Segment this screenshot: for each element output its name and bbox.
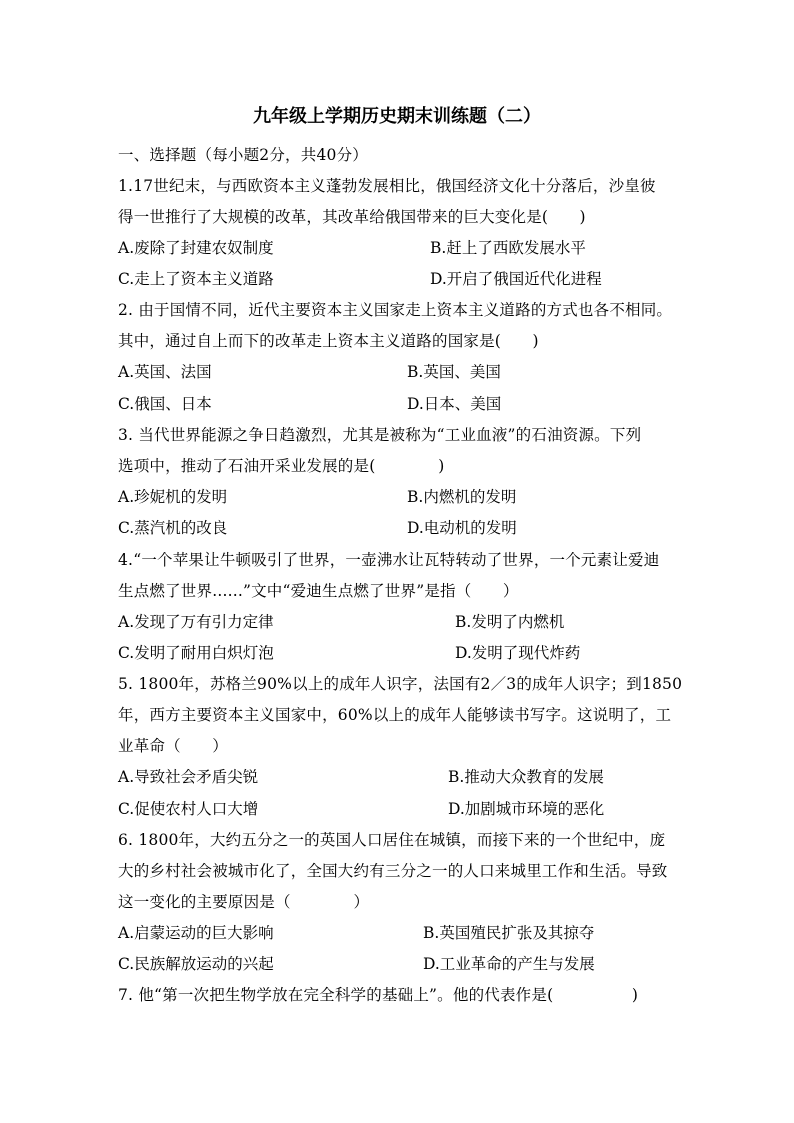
- question-3-option-d: D.电动机的发明: [407, 519, 517, 537]
- question-3-stem-line-1: 3. 当代世界能源之争日趋激烈，尤其是被称为“工业血液”的石油资源。下列: [118, 426, 642, 444]
- question-2-option-d: D.日本、美国: [407, 395, 502, 413]
- question-7-stem-line-1: 7. 他“第一次把生物学放在完全科学的基础上”。他的代表作是( ): [118, 986, 639, 1004]
- question-1-stem-line-2: 得一世推行了大规模的改革，其改革给俄国带来的巨大变化是( ): [118, 208, 586, 226]
- question-6-option-a: A.启蒙运动的巨大影响: [118, 924, 274, 942]
- question-2-option-b: B.英国、美国: [407, 363, 501, 381]
- question-5-stem-line-3: 业革命（ ）: [118, 737, 228, 755]
- question-5-option-c: C.促使农村人口大增: [118, 800, 259, 818]
- question-3-option-b: B.内燃机的发明: [407, 488, 517, 506]
- question-2-option-c: C.俄国、日本: [118, 395, 212, 413]
- question-5-option-b: B.推动大众教育的发展: [448, 768, 604, 786]
- question-6-stem-line-3: 这一变化的主要原因是（ ）: [118, 893, 370, 911]
- question-1-option-a: A.废除了封建农奴制度: [118, 239, 274, 257]
- question-6-option-d: D.工业革命的产生与发展: [423, 955, 595, 973]
- question-4-stem-line-2: 生点燃了世界......”文中“爱迪生点燃了世界”是指（ ）: [118, 582, 519, 600]
- section-heading: 一、选择题（每小题2分，共40分）: [118, 146, 368, 164]
- question-1-option-b: B.赶上了西欧发展水平: [430, 239, 586, 257]
- question-4-option-c: C.发明了耐用白炽灯泡: [118, 644, 274, 662]
- question-4-option-b: B.发明了内燃机: [455, 613, 565, 631]
- question-4-stem-line-1: 4.“一个苹果让牛顿吸引了世界，一壶沸水让瓦特转动了世界，一个元素让爱迪: [118, 551, 660, 569]
- question-5-option-a: A.导致社会矛盾尖锐: [118, 768, 259, 786]
- question-2-option-a: A.英国、法国: [118, 363, 212, 381]
- question-3-option-a: A.珍妮机的发明: [118, 488, 228, 506]
- question-3-option-c: C.蒸汽机的改良: [118, 519, 228, 537]
- question-5-option-d: D.加剧城市环境的恶化: [448, 800, 605, 818]
- question-6-option-c: C.民族解放运动的兴起: [118, 955, 274, 973]
- question-1-option-d: D.开启了俄国近代化进程: [430, 270, 602, 288]
- page-title: 九年级上学期历史期末训练题（二）: [253, 106, 541, 127]
- question-1-stem-line-1: 1.17世纪末，与西欧资本主义蓬勃发展相比，俄国经济文化十分落后，沙皇彼: [118, 177, 656, 195]
- question-4-option-d: D.发明了现代炸药: [455, 644, 581, 662]
- question-6-stem-line-1: 6. 1800年，大约五分之一的英国人口居住在城镇，而接下来的一个世纪中，庞: [118, 831, 666, 849]
- question-5-stem-line-1: 5. 1800年，苏格兰90%以上的成年人识字，法国有2／3的成年人识字；到1850: [118, 675, 683, 693]
- question-5-stem-line-2: 年，西方主要资本主义国家中，60%以上的成年人能够读书写字。这说明了，工: [118, 706, 672, 724]
- question-1-option-c: C.走上了资本主义道路: [118, 270, 274, 288]
- question-2-stem-line-1: 2. 由于国情不同，近代主要资本主义国家走上资本主义道路的方式也各不相同。: [118, 301, 673, 319]
- question-6-option-b: B.英国殖民扩张及其掠夺: [423, 924, 595, 942]
- question-6-stem-line-2: 大的乡村社会被城市化了，全国大约有三分之一的人口来城里工作和生活。导致: [118, 862, 668, 880]
- question-4-option-a: A.发现了万有引力定律: [118, 613, 274, 631]
- question-2-stem-line-2: 其中，通过自上而下的改革走上资本主义道路的国家是( ): [118, 332, 539, 350]
- question-3-stem-line-2: 选项中，推动了石油开采业发展的是( ): [118, 457, 445, 475]
